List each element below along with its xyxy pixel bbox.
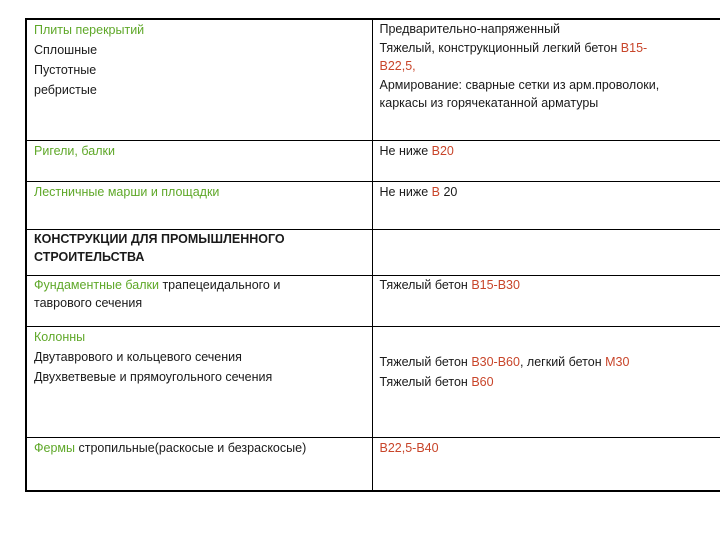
concrete-class: В60 (471, 375, 494, 389)
concrete-class: В30-В60 (471, 355, 520, 369)
material-text-part: Тяжелый бетон (379, 355, 472, 369)
element-cell (26, 182, 372, 230)
material-text (380, 141, 720, 161)
element-subtype: ребристые (34, 83, 97, 97)
element-subtype: Сплошные (34, 43, 98, 57)
table-row (26, 182, 720, 230)
material-text: Предварительно-напряженный (379, 22, 561, 36)
element-title: Плиты перекрытий (34, 23, 145, 37)
material-text (380, 182, 720, 202)
material-text-part: Тяжелый, конструкционный легкий бетон (379, 40, 621, 55)
table-row (26, 19, 720, 141)
table-row (26, 276, 720, 327)
material-text: каркасы из горячекатанной арматуры (379, 96, 599, 110)
concrete-class: В15- (620, 40, 648, 55)
material-text-part: Тяжелый бетон (379, 278, 472, 292)
material-cell (372, 438, 720, 492)
materials-table (25, 18, 720, 492)
concrete-class: В (431, 185, 440, 199)
material-text-part: , легкий бетон (519, 355, 606, 369)
section-heading-cell (26, 230, 372, 276)
element-title: Фундаментные балки (34, 278, 159, 292)
element-subtype: Пустотные (34, 63, 97, 77)
table-row (26, 141, 720, 182)
element-title: Фермы (34, 441, 75, 455)
element-cell (26, 276, 372, 327)
table-row (26, 438, 720, 492)
material-text (380, 352, 720, 372)
section-heading: СТРОИТЕЛЬСТВА (34, 250, 145, 264)
material-cell (372, 19, 720, 141)
element-cell (26, 438, 372, 492)
material-text-part: Не ниже (379, 185, 432, 199)
element-title-line (34, 438, 372, 458)
material-cell-empty (372, 230, 720, 276)
material-cell (372, 182, 720, 230)
element-subtype: Двутаврового и кольцевого сечения (34, 350, 242, 364)
material-text-part: Тяжелый бетон (379, 375, 472, 389)
element-cell (26, 327, 372, 438)
concrete-class: В20 (431, 144, 454, 158)
material-cell (372, 276, 720, 327)
material-cell (372, 141, 720, 182)
table-row (26, 230, 720, 276)
element-title: Лестничные марши и площадки (34, 185, 220, 199)
element-subtype: трапецеидального и (158, 278, 281, 292)
concrete-class: В15-В30 (471, 278, 520, 292)
element-title: Колонны (34, 330, 86, 344)
material-text: Армирование: сварные сетки из арм.проволоки, (379, 77, 660, 92)
element-subtype: стропильные(раскосые и безраскосые) (75, 441, 307, 455)
material-text (380, 39, 720, 58)
material-text (380, 276, 720, 294)
concrete-class: М30 (605, 355, 630, 369)
material-text-part: 20 (439, 185, 458, 199)
element-title: Ригели, балки (34, 144, 115, 158)
concrete-class: В22,5, (379, 59, 416, 73)
element-cell (26, 141, 372, 182)
material-text (380, 372, 720, 392)
material-text-part: Не ниже (379, 144, 432, 158)
element-subtype: таврового сечения (34, 296, 143, 310)
material-cell (372, 327, 720, 438)
table-row (26, 327, 720, 438)
element-subtype: Двухветвевые и прямоугольного сечения (34, 370, 273, 384)
section-heading: КОНСТРУКЦИИ ДЛЯ ПРОМЫШЛЕННОГО (34, 232, 285, 246)
element-cell (26, 19, 372, 141)
concrete-class: В22,5-В40 (379, 441, 439, 455)
element-title-line (34, 276, 372, 294)
